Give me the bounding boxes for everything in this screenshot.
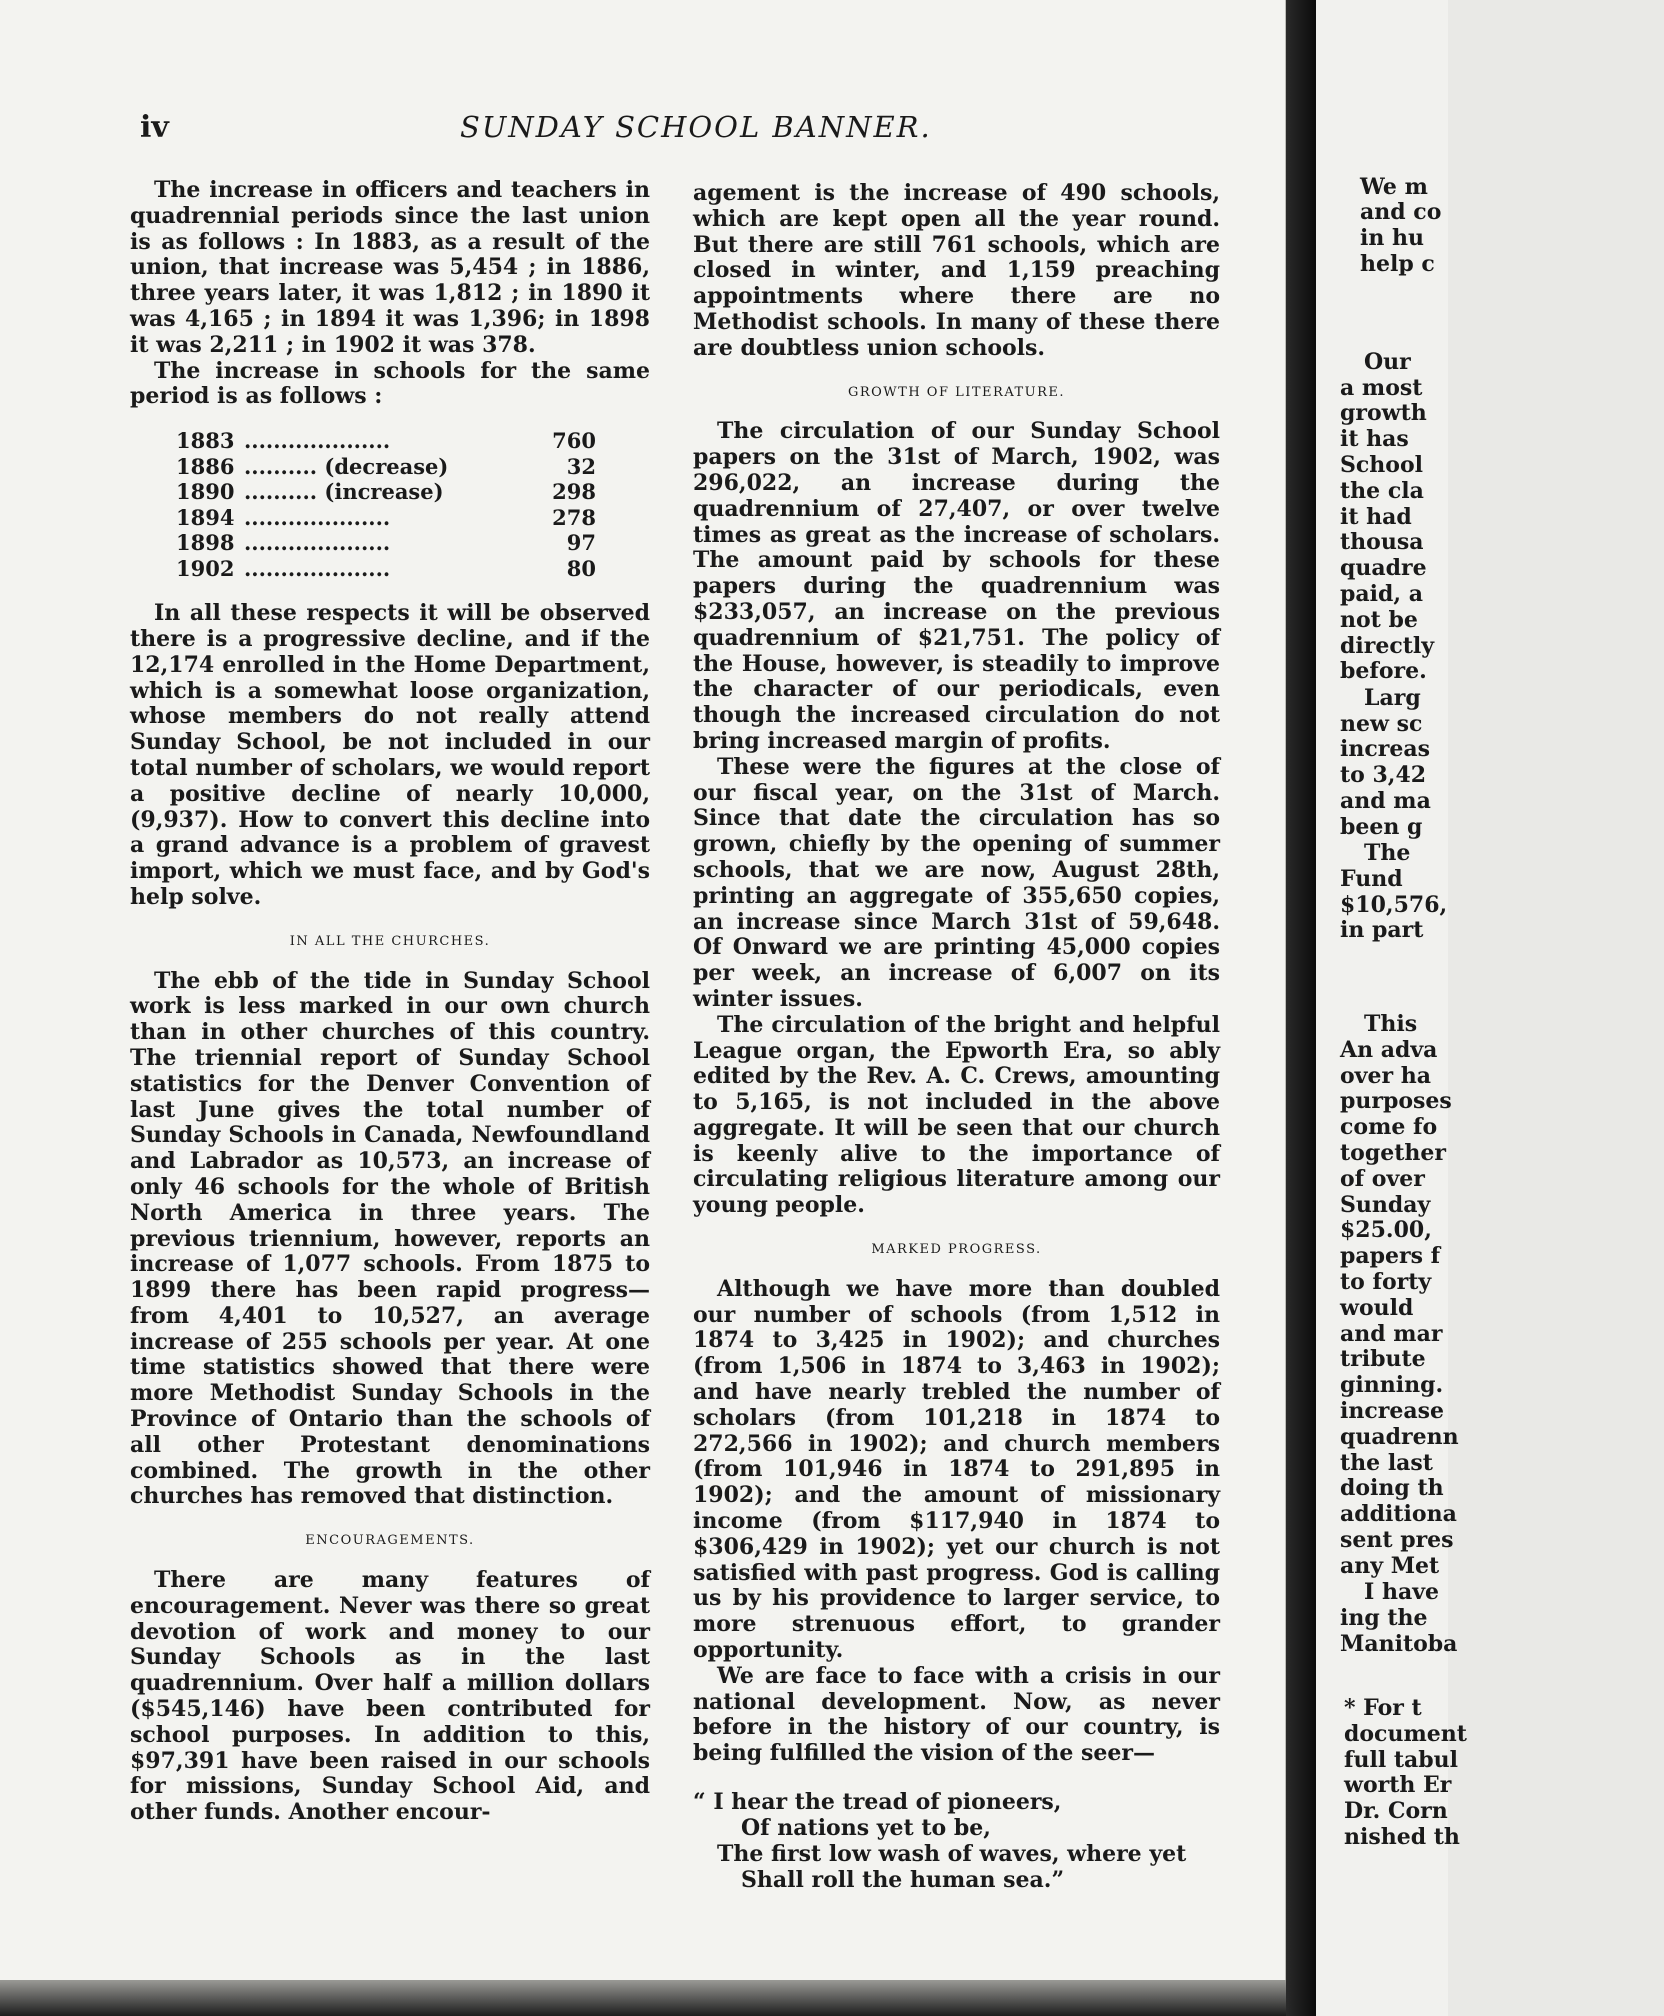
fragment-line: to forty xyxy=(1340,1269,1432,1295)
fragment-line: The xyxy=(1364,840,1411,866)
note-text: (increase) xyxy=(324,479,444,505)
book-gutter xyxy=(1286,0,1316,2016)
table-row xyxy=(176,505,596,531)
fragment-line: the last xyxy=(1340,1450,1433,1476)
fragment-line: been g xyxy=(1340,814,1423,840)
fragment-line: quadrenn xyxy=(1340,1424,1459,1450)
paragraph: The ebb of the tide in Sunday School work is less marked in our own church than in other churches of this country. The triennial report of Sunday School statistics for the Denver Convention of last June gives the total number of Sunday Schools in Canada, Newfoundland and Labrador as 10,573, an increase of only 46 schools for the whole of British North America in three years. The previous triennium, however, reports an increase of 1,077 schools. From 1875 to 1899 there has been rapid progress—from 4,401 to 10,527, an average increase of 255 schools per year. At one time statistics showed that there were more Methodist Sunday Schools in the Province of Ontario than the schools of all other Protestant denominations combined. The growth in the other churches has removed that distinction. xyxy=(130,967,650,1510)
note-cell: .......... (increase) xyxy=(244,479,444,505)
fragment-line: nished th xyxy=(1344,1824,1460,1850)
fragment-line: and ma xyxy=(1340,788,1431,814)
note-cell: .................... xyxy=(244,530,391,556)
fragment-line: any Met xyxy=(1340,1553,1440,1579)
fragment-line: it has xyxy=(1340,426,1409,452)
paragraph: These were the figures at the close of our fiscal year, on the 31st of March. Since that date the circulation has so grown, chiefly by the opening of summer schools, that we are now, August 28th, printing an aggregate of 355,650 copies, an increase since March 31st of 59,648. Of Onward we are printing 45,000 copies per week, an increase of 6,007 on its winter issues. xyxy=(693,753,1220,1012)
fragment-line: over ha xyxy=(1340,1063,1431,1089)
fragment-line: School xyxy=(1340,452,1423,478)
fragment-line: not be xyxy=(1340,607,1418,633)
paragraph: agement is the increase of 490 schools, which are kept open all the year round. But there are still 761 schools, which are closed in winter, and 1,159 preaching appointments where there are no Methodist schools. In many of these there are doubtless union schools. xyxy=(693,180,1220,361)
fragment-line: new sc xyxy=(1340,711,1423,737)
school-increase-table xyxy=(176,428,596,581)
poem-line: Of nations yet to be, xyxy=(741,1815,991,1842)
section-heading: ENCOURAGEMENTS. xyxy=(305,1533,475,1549)
value-cell: 80 xyxy=(566,555,596,581)
fragment-line: tribute xyxy=(1340,1346,1426,1372)
year-cell: 1883 xyxy=(176,428,235,454)
fragment-line: ginning. xyxy=(1340,1372,1444,1398)
paragraph: In all these respects it will be observed there is a progressive decline, and if the 12,174 enrolled in the Home Department, which is a somewhat loose organization, whose members do not really attend Sunday School, be not included in our total number of scholars, we would report a positive decline of nearly 10,000, (9,937). How to convert this decline into a grand advance is a problem of gravest import, which we must face, and by God's help solve. xyxy=(130,600,650,910)
fragment-line: in part xyxy=(1340,917,1424,943)
table-row xyxy=(176,530,596,556)
fragment-line: We m xyxy=(1360,174,1428,200)
running-title: SUNDAY SCHOOL BANNER. xyxy=(460,110,932,144)
fragment-line: Dr. Corn xyxy=(1344,1798,1448,1824)
value-cell: 32 xyxy=(566,453,596,479)
fragment-line: come fo xyxy=(1340,1114,1438,1140)
fragment-line: worth Er xyxy=(1344,1772,1452,1798)
year-cell: 1898 xyxy=(176,530,235,556)
paragraph: The increase in officers and teachers in quadrennial periods since the last union is as follows : In 1883, as a result of the union, that increase was 5,454 ; in 1886, three years later, it was 1,812 ; in 1890 it was 4,165 ; in 1894 it was 1,396; in 1898 it was 2,211 ; in 1902 it was 378. xyxy=(130,177,650,358)
year-cell: 1886 xyxy=(176,453,235,479)
fragment-line: in hu xyxy=(1360,225,1425,251)
fragment-line: I have xyxy=(1364,1579,1439,1605)
fragment-line: together xyxy=(1340,1140,1446,1166)
fragment-line: to 3,42 xyxy=(1340,762,1427,788)
paragraph: There are many features of encouragement. Never was there so great devotion of work and money to our Sunday Schools as in the last quadrennium. Over half a million dollars ($545,146) have been contributed for school purposes. In addition to this, $97,391 have been raised in our schools for missions, Sunday School Aid, and other funds. Another encour- xyxy=(130,1567,650,1826)
fragment-line: growth xyxy=(1340,400,1427,426)
page-number: iv xyxy=(140,110,169,145)
fragment-line: document xyxy=(1344,1721,1467,1747)
fragment-line: paid, a xyxy=(1340,581,1423,607)
fragment-line: help c xyxy=(1360,251,1435,277)
fragment-line: Our xyxy=(1364,349,1411,375)
paragraph: The circulation of the bright and helpful League organ, the Epworth Era, so ably edited by the Rev. A. C. Crews, amounting to 5,165, is not included in the above aggregate. It will be seen that our church is keenly alive to the importance of circulating religious literature among our young people. xyxy=(693,1011,1220,1219)
paragraph: The increase in schools for the same period is as follows : xyxy=(130,357,650,410)
table-row xyxy=(176,454,596,480)
paragraph: We are face to face with a crisis in our national development. Now, as never before in the history of our country, is being fulfilled the vision of the seer— xyxy=(693,1662,1220,1767)
fragment-line: sent pres xyxy=(1340,1527,1454,1553)
fragment-line: This xyxy=(1364,1011,1418,1037)
note-cell: .................... xyxy=(244,428,391,454)
paragraph: Although we have more than doubled our number of schools (from 1,512 in 1874 to 3,425 in 1902); and churches (from 1,506 in 1874 to 3,463 in 1902); and have nearly trebled the number of scholars (from 101,218 in 1874 to 272,566 in 1902); and church members (from 101,946 in 1874 to 291,895 in 1902); and the amount of missionary income (from $117,940 in 1874 to $306,429 in 1902); yet our church is not satisfied with past progress. God is calling us by his providence to larger service, to more strenuous effort, to grander opportunity. xyxy=(693,1275,1220,1664)
note-cell: .......... (decrease) xyxy=(244,453,449,479)
note-cell: .................... xyxy=(244,555,391,581)
fragment-line: directly xyxy=(1340,633,1435,659)
value-cell: 97 xyxy=(566,530,596,556)
fragment-line: Fund xyxy=(1340,866,1403,892)
page-header xyxy=(140,108,932,148)
fragment-line: increase xyxy=(1340,1398,1444,1424)
fragment-line: purposes xyxy=(1340,1088,1452,1114)
fragment-line: ing the xyxy=(1340,1605,1428,1631)
fragment-line: increas xyxy=(1340,736,1430,762)
left-column xyxy=(130,178,650,1826)
fragment-line: $10,576, xyxy=(1340,892,1448,918)
fragment-line: papers f xyxy=(1340,1243,1441,1269)
fragment-line: Larg xyxy=(1364,685,1421,711)
fragment-line: doing th xyxy=(1340,1475,1444,1501)
poem-quote xyxy=(693,1789,1220,1893)
poem-line: “ I hear the tread of pioneers, xyxy=(693,1789,1062,1816)
fragment-line: An adva xyxy=(1340,1037,1438,1063)
fragment-line: additiona xyxy=(1340,1501,1457,1527)
fragment-line: it had xyxy=(1340,504,1412,530)
table-row xyxy=(176,479,596,505)
fragment-line: full tabul xyxy=(1344,1747,1458,1773)
poem-line: Shall roll the human sea.” xyxy=(741,1867,1065,1894)
paragraph: The circulation of our Sunday School papers on the 31st of March, 1902, was 296,022, an increase during the quadrennium of 27,407, or over twelve times as great as the increase of scholars. The amount paid by schools for these papers during the quadrennium was $233,057, an increase on the previous quadrennium of $21,751. The policy of the House, however, is steadily to improve the character of our periodicals, even though the increased circulation do not bring increased margin of profits. xyxy=(693,418,1220,754)
section-heading: IN ALL THE CHURCHES. xyxy=(289,933,491,949)
poem-line: The first low wash of waves, where yet xyxy=(717,1841,1187,1868)
table-row xyxy=(176,428,596,454)
scan-edge-shadow xyxy=(0,1980,1286,2016)
fragment-line: $25.00, xyxy=(1340,1217,1432,1243)
note-cell: .................... xyxy=(244,504,391,530)
value-cell: 760 xyxy=(552,428,596,454)
fragment-line: thousa xyxy=(1340,529,1424,555)
table-row xyxy=(176,556,596,582)
note-text: (decrease) xyxy=(324,453,449,479)
year-cell: 1902 xyxy=(176,555,235,581)
section-heading: MARKED PROGRESS. xyxy=(871,1242,1042,1258)
value-cell: 298 xyxy=(552,479,596,505)
value-cell: 278 xyxy=(552,504,596,530)
fragment-line: a most xyxy=(1340,375,1423,401)
fragment-line: the cla xyxy=(1340,478,1424,504)
right-column xyxy=(693,181,1220,1893)
fragment-line: of over xyxy=(1340,1166,1425,1192)
fragment-line: Manitoba xyxy=(1340,1631,1458,1657)
fragment-line: would xyxy=(1340,1295,1414,1321)
section-heading: GROWTH OF LITERATURE. xyxy=(847,384,1066,400)
fragment-line: before. xyxy=(1340,658,1427,684)
fragment-line: Sunday xyxy=(1340,1192,1431,1218)
fragment-line: * For t xyxy=(1344,1695,1422,1721)
year-cell: 1894 xyxy=(176,504,235,530)
fragment-line: and co xyxy=(1360,199,1442,225)
fragment-line: quadre xyxy=(1340,555,1427,581)
fragment-line: and mar xyxy=(1340,1321,1443,1347)
adjacent-page-fragment xyxy=(1316,0,1467,2016)
year-cell: 1890 xyxy=(176,479,235,505)
